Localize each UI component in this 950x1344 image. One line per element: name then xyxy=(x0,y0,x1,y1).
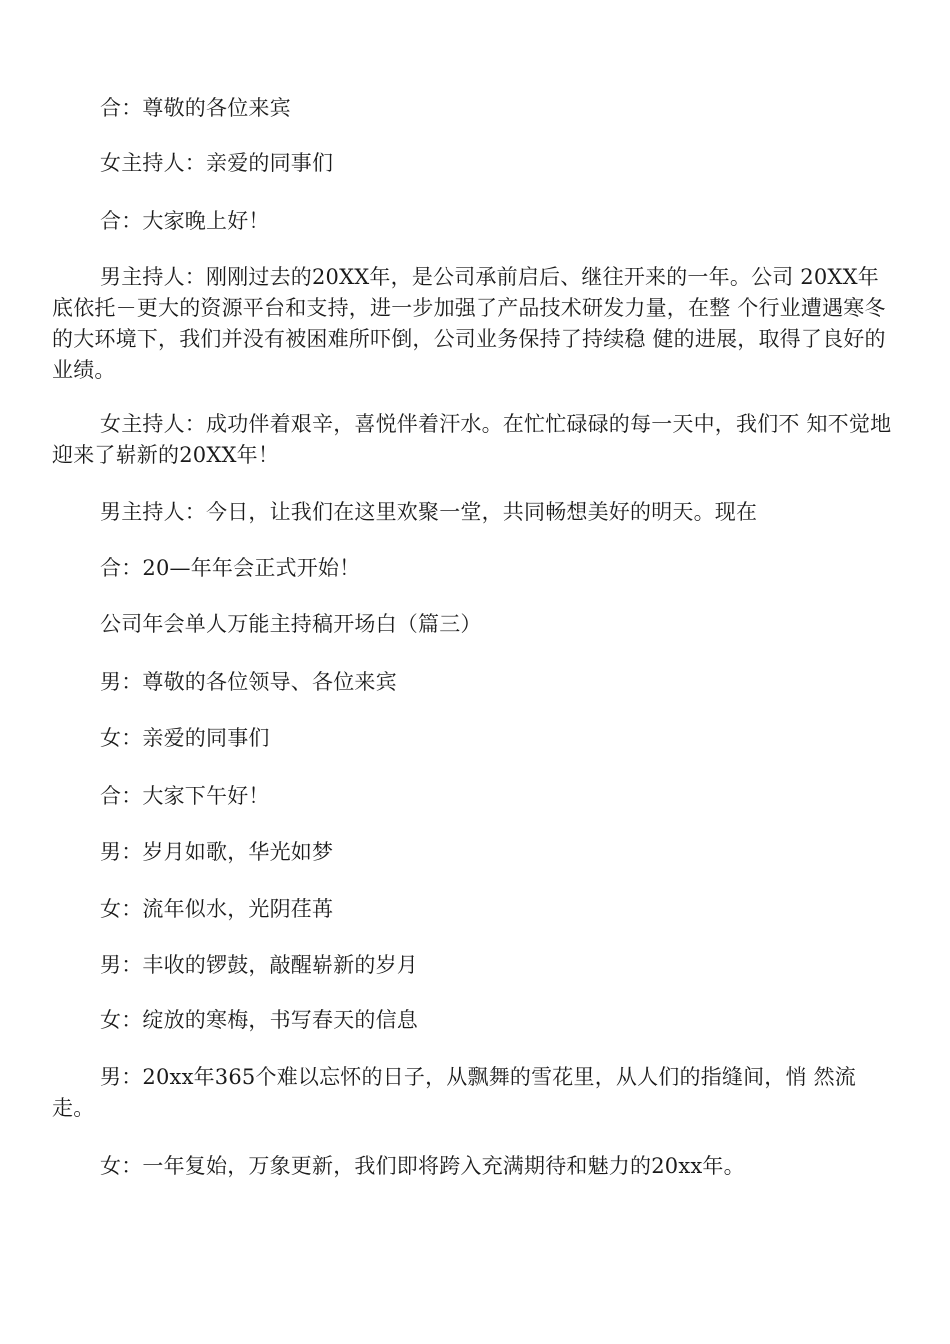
paragraph-6: 男主持人：今日，让我们在这里欢聚一堂，共同畅想美好的明天。现在 xyxy=(100,500,758,524)
paragraph-16: 男：20xx年365个难以忘怀的日子，从飘舞的雪花里，从人们的指缝间，悄 然流走。 xyxy=(52,1065,856,1120)
paragraph-7: 合：20—年年会正式开始！ xyxy=(100,556,361,580)
section-heading: 公司年会单人万能主持稿开场白（篇三） xyxy=(100,612,482,636)
paragraph-17: 女：一年复始，万象更新，我们即将跨入充满期待和魅力的20xx年。 xyxy=(100,1154,745,1178)
paragraph-3: 合：大家晚上好！ xyxy=(100,209,270,233)
paragraph-10: 女：亲爱的同事们 xyxy=(100,726,270,750)
paragraph-4: 男主持人：刚刚过去的20XX年，是公司承前启后、继往开来的一年。公司 20XX年底依托－更大的资源平台和支持，进一步加强了产品技术研发力量，在整 个行业遭遇寒冬的大环境下，我们并没有被困难所吓倒，公司业务保持了持续稳 健的进展，取得了良好的业绩。 xyxy=(52,265,886,382)
paragraph-5: 女主持人：成功伴着艰辛，喜悦伴着汗水。在忙忙碌碌的每一天中，我们不 知不觉地迎来了崭新的20XX年！ xyxy=(52,412,892,467)
paragraph-1: 合：尊敬的各位来宾 xyxy=(100,96,291,120)
paragraph-13: 女：流年似水，光阴荏苒 xyxy=(100,897,334,921)
paragraph-11: 合：大家下午好！ xyxy=(100,784,270,808)
paragraph-12: 男：岁月如歌，华光如梦 xyxy=(100,840,334,864)
paragraph-2: 女主持人：亲爱的同事们 xyxy=(100,151,334,175)
paragraph-9: 男：尊敬的各位领导、各位来宾 xyxy=(100,670,397,694)
paragraph-15: 女：绽放的寒梅，书写春天的信息 xyxy=(100,1008,418,1032)
paragraph-14: 男：丰收的锣鼓，敲醒崭新的岁月 xyxy=(100,953,418,977)
